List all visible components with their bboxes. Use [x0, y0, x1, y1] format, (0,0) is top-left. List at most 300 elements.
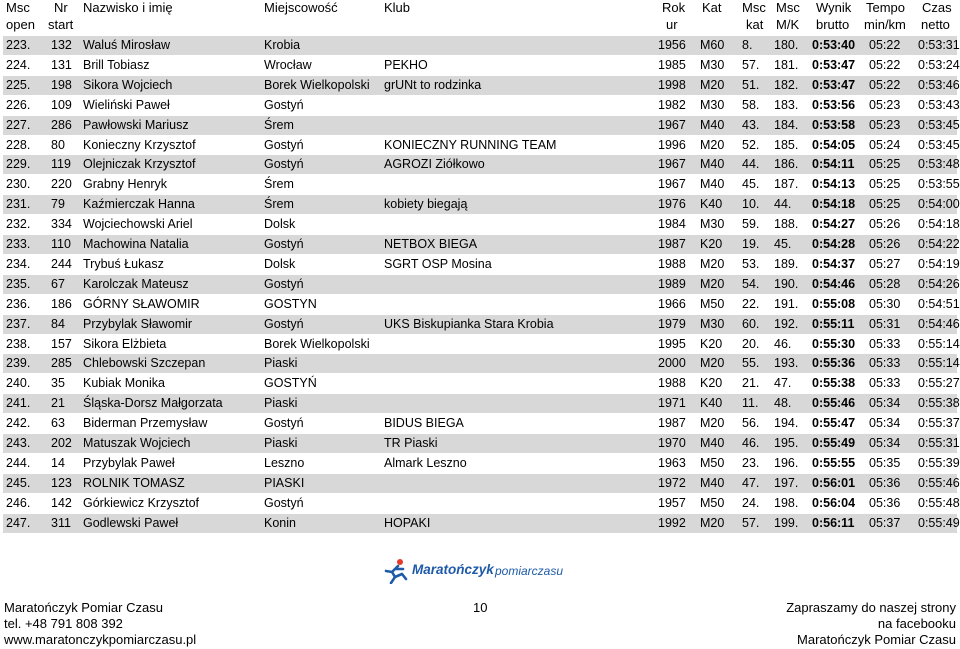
cell-netto: 0:54:26 — [918, 276, 960, 291]
table-row — [3, 374, 960, 393]
cell-mscmk: 193. — [774, 356, 799, 371]
table-row — [3, 474, 960, 493]
cell-tempo: 05:22 — [869, 38, 901, 52]
cell-tempo: 05:25 — [869, 197, 901, 212]
cell-kat: M20 — [700, 356, 725, 371]
cell-tempo: 05:37 — [869, 515, 901, 530]
runner-icon — [382, 558, 410, 584]
cell-msc: 237. — [6, 316, 31, 331]
cell-netto: 0:53:24 — [918, 57, 960, 72]
cell-mscmk: 44. — [774, 197, 792, 212]
cell-msckat: 21. — [742, 376, 760, 391]
cell-tempo: 05:26 — [869, 217, 901, 232]
cell-club: grUNt to rodzinka — [384, 77, 482, 92]
cell-city: Gostyń — [264, 97, 304, 112]
cell-mscmk: 198. — [774, 495, 799, 510]
cell-kat: M40 — [700, 475, 725, 490]
cell-netto: 0:53:45 — [918, 117, 960, 132]
cell-name: Kaźmierczak Hanna — [83, 197, 195, 212]
cell-mscmk: 197. — [774, 475, 799, 490]
cell-year: 1987 — [658, 237, 686, 251]
cell-mscmk: 181. — [774, 57, 799, 72]
cell-nr: 244 — [51, 256, 72, 271]
cell-msckat: 19. — [742, 237, 760, 251]
cell-city: Gostyń — [264, 157, 304, 172]
cell-city: PIASKI — [264, 475, 305, 490]
table-row — [3, 434, 960, 453]
cell-tempo: 05:33 — [869, 376, 901, 391]
cell-netto: 0:55:49 — [918, 515, 960, 530]
footer-invite: Zapraszamy do naszej strony — [786, 600, 956, 615]
cell-brutto: 0:54:18 — [812, 197, 856, 212]
cell-msc: 243. — [6, 436, 31, 450]
cell-city: Borek Wielkopolski — [264, 336, 370, 351]
cell-msckat: 10. — [742, 197, 760, 212]
cell-brutto: 0:55:36 — [812, 356, 856, 371]
cell-brutto: 0:55:46 — [812, 396, 856, 411]
cell-brutto: 0:55:49 — [812, 436, 856, 450]
cell-year: 1976 — [658, 197, 686, 212]
cell-club: TR Piaski — [384, 436, 438, 450]
cell-name: Waluś Mirosław — [83, 38, 171, 52]
cell-name: Biderman Przemysław — [83, 416, 208, 431]
cell-msc: 234. — [6, 256, 31, 271]
cell-year: 1971 — [658, 396, 686, 411]
cell-year: 1963 — [658, 455, 686, 470]
table-row — [3, 136, 960, 155]
cell-msc: 246. — [6, 495, 31, 510]
header-brutto-sub: brutto — [816, 17, 850, 32]
cell-netto: 0:55:14 — [918, 336, 960, 351]
cell-year: 1982 — [658, 97, 686, 112]
cell-name: Przybylak Sławomir — [83, 316, 193, 331]
cell-mscmk: 47. — [774, 376, 792, 391]
cell-city: Dolsk — [264, 217, 296, 232]
cell-nr: 67 — [51, 276, 65, 291]
cell-kat: M20 — [700, 77, 725, 92]
table-row — [3, 36, 960, 55]
cell-tempo: 05:23 — [869, 117, 901, 132]
cell-brutto: 0:53:47 — [812, 77, 856, 92]
cell-msc: 230. — [6, 177, 31, 192]
cell-tempo: 05:33 — [869, 336, 901, 351]
cell-nr: 84 — [51, 316, 65, 331]
cell-tempo: 05:25 — [869, 177, 901, 192]
cell-year: 1956 — [658, 38, 686, 52]
cell-netto: 0:53:45 — [918, 137, 960, 152]
cell-city: Gostyń — [264, 137, 304, 152]
cell-club: NETBOX BIEGA — [384, 237, 478, 251]
cell-nr: 285 — [51, 356, 72, 371]
cell-brutto: 0:54:37 — [812, 256, 856, 271]
cell-year: 1979 — [658, 316, 686, 331]
cell-msckat: 23. — [742, 455, 760, 470]
header-tempo-sub: min/km — [864, 17, 906, 32]
page-number: 10 — [473, 600, 488, 615]
cell-kat: M20 — [700, 416, 725, 431]
cell-tempo: 05:30 — [869, 296, 901, 311]
table-row — [3, 354, 960, 373]
cell-netto: 0:53:55 — [918, 177, 960, 192]
cell-year: 1998 — [658, 77, 686, 92]
cell-kat: M50 — [700, 455, 725, 470]
cell-city: Gostyń — [264, 237, 304, 251]
cell-year: 2000 — [658, 356, 686, 371]
cell-city: Śrem — [264, 177, 294, 192]
cell-club: kobiety biegają — [384, 197, 468, 212]
cell-msc: 226. — [6, 97, 31, 112]
footer-facebook: na facebooku — [877, 616, 956, 631]
cell-year: 1987 — [658, 416, 686, 431]
cell-brutto: 0:54:11 — [812, 157, 855, 172]
cell-msckat: 24. — [742, 495, 760, 510]
cell-name: Pawłowski Mariusz — [83, 117, 189, 132]
cell-mscmk: 48. — [774, 396, 792, 411]
cell-kat: M20 — [700, 276, 725, 291]
cell-nr: 110 — [51, 237, 71, 251]
cell-netto: 0:54:46 — [918, 316, 960, 331]
cell-brutto: 0:55:08 — [812, 296, 856, 311]
cell-brutto: 0:54:46 — [812, 276, 856, 291]
cell-name: Grabny Henryk — [83, 177, 168, 192]
cell-name: Śląska-Dorsz Małgorzata — [83, 396, 223, 411]
cell-kat: K40 — [700, 396, 723, 411]
cell-nr: 186 — [51, 296, 72, 311]
cell-tempo: 05:35 — [869, 455, 901, 470]
cell-brutto: 0:56:01 — [812, 475, 856, 490]
cell-netto: 0:55:39 — [918, 455, 960, 470]
cell-mscmk: 190. — [774, 276, 799, 291]
cell-name: GÓRNY SŁAWOMIR — [83, 296, 200, 311]
cell-netto: 0:54:22 — [918, 237, 960, 251]
cell-name: Brill Tobiasz — [83, 57, 150, 72]
cell-mscmk: 196. — [774, 455, 799, 470]
header-city: Miejscowość — [264, 0, 338, 15]
header-nr-start: Nr — [54, 0, 68, 15]
cell-name: Przybylak Paweł — [83, 455, 175, 470]
cell-kat: M30 — [700, 217, 725, 232]
cell-mscmk: 45. — [774, 237, 792, 251]
cell-brutto: 0:55:47 — [812, 416, 856, 431]
header-brutto: Wynik — [816, 0, 852, 15]
cell-year: 1988 — [658, 376, 686, 391]
cell-club: AGROZI Ziółkowo — [384, 157, 485, 172]
cell-nr: 334 — [51, 217, 72, 232]
header-kat: Kat — [702, 0, 722, 15]
cell-msc: 228. — [6, 137, 31, 152]
cell-mscmk: 188. — [774, 217, 799, 232]
cell-tempo: 05:23 — [869, 97, 901, 112]
cell-year: 1995 — [658, 336, 686, 351]
cell-city: Śrem — [264, 117, 294, 132]
cell-tempo: 05:26 — [869, 237, 901, 251]
maratonczyk-logo — [382, 558, 582, 584]
header-msc-kat: Msc — [742, 0, 766, 15]
cell-msckat: 46. — [742, 436, 760, 450]
cell-city: Krobia — [264, 38, 301, 52]
cell-nr: 142 — [51, 495, 72, 510]
cell-kat: K40 — [700, 197, 723, 212]
cell-brutto: 0:53:56 — [812, 97, 856, 112]
table-row — [3, 335, 960, 354]
cell-msckat: 53. — [742, 256, 760, 271]
cell-year: 1957 — [658, 495, 686, 510]
cell-kat: M60 — [700, 38, 725, 52]
cell-mscmk: 187. — [774, 177, 799, 192]
cell-name: Górkiewicz Krzysztof — [83, 495, 199, 510]
cell-year: 1988 — [658, 256, 686, 271]
cell-nr: 79 — [51, 197, 65, 212]
cell-msc: 223. — [6, 38, 31, 52]
cell-msckat: 20. — [742, 336, 760, 351]
cell-kat: M20 — [700, 137, 725, 152]
cell-msckat: 55. — [742, 356, 760, 371]
table-row — [3, 215, 960, 234]
header-msc-open-sub: open — [6, 17, 35, 32]
cell-msckat: 58. — [742, 97, 760, 112]
cell-kat: M50 — [700, 495, 725, 510]
header-year-sub: ur — [666, 17, 678, 32]
cell-city: Gostyń — [264, 316, 304, 331]
cell-city: Wrocław — [264, 57, 312, 72]
cell-msckat: 60. — [742, 316, 760, 331]
cell-mscmk: 46. — [774, 336, 792, 351]
cell-city: Piaski — [264, 436, 298, 450]
cell-tempo: 05:31 — [869, 316, 901, 331]
cell-msc: 239. — [6, 356, 31, 371]
cell-kat: M20 — [700, 515, 725, 530]
cell-msckat: 51. — [742, 77, 760, 92]
cell-msckat: 44. — [742, 157, 760, 172]
cell-brutto: 0:55:11 — [812, 316, 855, 331]
cell-name: Kubiak Monika — [83, 376, 165, 391]
cell-city: Dolsk — [264, 256, 296, 271]
cell-kat: M50 — [700, 296, 725, 311]
cell-msc: 225. — [6, 77, 31, 92]
cell-msc: 231. — [6, 197, 31, 212]
cell-msc: 241. — [6, 396, 31, 411]
cell-city: Gostyń — [264, 276, 304, 291]
cell-netto: 0:55:27 — [918, 376, 960, 391]
cell-nr: 311 — [51, 515, 71, 530]
table-row — [3, 235, 960, 254]
cell-name: Machowina Natalia — [83, 237, 189, 251]
cell-year: 1970 — [658, 436, 686, 450]
cell-msc: 247. — [6, 515, 31, 530]
header-netto: Czas — [922, 0, 952, 15]
cell-nr: 14 — [51, 455, 65, 470]
table-row — [3, 96, 960, 115]
table-row — [3, 255, 960, 274]
cell-netto: 0:54:51 — [918, 296, 960, 311]
footer-phone: tel. +48 791 808 392 — [4, 616, 123, 631]
cell-brutto: 0:55:30 — [812, 336, 856, 351]
cell-club: KONIECZNY RUNNING TEAM — [384, 137, 557, 152]
header-msc-mk-sub: M/K — [776, 17, 800, 32]
cell-club: SGRT OSP Mosina — [384, 256, 492, 271]
cell-netto: 0:55:38 — [918, 396, 960, 411]
table-row — [3, 295, 960, 314]
cell-netto: 0:54:19 — [918, 256, 960, 271]
cell-kat: M40 — [700, 436, 725, 450]
cell-brutto: 0:54:13 — [812, 177, 856, 192]
cell-mscmk: 195. — [774, 436, 799, 450]
cell-name: Wieliński Paweł — [83, 97, 170, 112]
cell-msc: 244. — [6, 455, 31, 470]
cell-name: Trybuś Łukasz — [83, 256, 164, 271]
table-header — [0, 0, 960, 36]
header-msc-open: Msc — [6, 0, 30, 15]
table-row — [3, 315, 960, 334]
header-club: Klub — [384, 0, 411, 15]
cell-year: 1996 — [658, 137, 686, 152]
cell-msc: 245. — [6, 475, 31, 490]
cell-club: HOPAKI — [384, 515, 431, 530]
cell-kat: M30 — [700, 316, 725, 331]
cell-name: Godlewski Paweł — [83, 515, 179, 530]
cell-mscmk: 189. — [774, 256, 799, 271]
cell-netto: 0:53:31 — [918, 38, 960, 52]
cell-tempo: 05:34 — [869, 396, 901, 411]
cell-mscmk: 199. — [774, 515, 799, 530]
cell-kat: M20 — [700, 256, 725, 271]
cell-year: 1972 — [658, 475, 686, 490]
cell-msc: 238. — [6, 336, 31, 351]
cell-netto: 0:54:18 — [918, 217, 960, 232]
cell-nr: 109 — [51, 97, 72, 112]
cell-netto: 0:53:46 — [918, 77, 960, 92]
cell-msckat: 57. — [742, 515, 760, 530]
logo-sub: pomiarczasu — [495, 564, 564, 578]
footer-website: www.maratonczykpomiarczasu.pl — [4, 632, 197, 647]
cell-mscmk: 192. — [774, 316, 799, 331]
cell-city: Śrem — [264, 197, 294, 212]
cell-brutto: 0:56:04 — [812, 495, 856, 510]
cell-brutto: 0:53:40 — [812, 38, 856, 52]
cell-city: Gostyń — [264, 495, 304, 510]
table-row — [3, 175, 960, 194]
cell-name: Sikora Wojciech — [83, 77, 173, 92]
cell-msc: 240. — [6, 376, 31, 391]
footer-company: Maratończyk Pomiar Czasu — [4, 600, 163, 615]
table-row — [3, 155, 960, 174]
header-nr-start-sub: start — [48, 17, 74, 32]
cell-year: 1989 — [658, 276, 686, 291]
table-row — [3, 454, 960, 473]
cell-netto: 0:55:14 — [918, 356, 960, 371]
cell-tempo: 05:36 — [869, 495, 901, 510]
cell-year: 1967 — [658, 117, 686, 132]
cell-brutto: 0:56:11 — [812, 515, 855, 530]
cell-tempo: 05:28 — [869, 276, 901, 291]
table-row — [3, 76, 960, 95]
cell-msckat: 59. — [742, 217, 760, 232]
cell-netto: 0:55:46 — [918, 475, 960, 490]
cell-brutto: 0:55:55 — [812, 455, 856, 470]
cell-msc: 227. — [6, 117, 31, 132]
cell-club: Almark Leszno — [384, 455, 467, 470]
table-row — [3, 414, 960, 433]
cell-brutto: 0:54:28 — [812, 237, 856, 251]
cell-mscmk: 194. — [774, 416, 799, 431]
cell-mscmk: 182. — [774, 77, 799, 92]
cell-brutto: 0:54:27 — [812, 217, 856, 232]
cell-netto: 0:55:48 — [918, 495, 960, 510]
cell-name: Olejniczak Krzysztof — [83, 157, 196, 172]
cell-nr: 80 — [51, 137, 65, 152]
cell-tempo: 05:34 — [869, 436, 901, 450]
header-netto-sub: netto — [921, 17, 950, 32]
cell-nr: 198 — [51, 77, 72, 92]
cell-msc: 224. — [6, 57, 31, 72]
cell-netto: 0:53:43 — [918, 97, 960, 112]
cell-kat: M40 — [700, 157, 725, 172]
table-row — [3, 56, 960, 75]
cell-year: 1985 — [658, 57, 686, 72]
cell-city: GOSTYN — [264, 296, 317, 311]
cell-mscmk: 185. — [774, 137, 799, 152]
cell-year: 1967 — [658, 157, 686, 172]
cell-tempo: 05:22 — [869, 77, 901, 92]
cell-mscmk: 183. — [774, 97, 799, 112]
cell-name: Matuszak Wojciech — [83, 436, 191, 450]
cell-name: Sikora Elżbieta — [83, 336, 167, 351]
cell-city: Piaski — [264, 396, 298, 411]
cell-nr: 131 — [51, 57, 72, 72]
cell-nr: 220 — [51, 177, 72, 192]
cell-nr: 157 — [51, 336, 72, 351]
cell-kat: M30 — [700, 97, 725, 112]
cell-city: Piaski — [264, 356, 298, 371]
footer-company-right: Maratończyk Pomiar Czasu — [797, 632, 956, 647]
cell-club: PEKHO — [384, 57, 428, 72]
cell-msckat: 22. — [742, 296, 760, 311]
cell-netto: 0:54:00 — [918, 197, 960, 212]
cell-mscmk: 186. — [774, 157, 799, 172]
cell-nr: 21 — [51, 396, 65, 411]
cell-brutto: 0:53:47 — [812, 57, 856, 72]
cell-netto: 0:53:48 — [918, 157, 960, 172]
cell-msckat: 8. — [742, 38, 753, 52]
cell-mscmk: 184. — [774, 117, 799, 132]
cell-nr: 286 — [51, 117, 72, 132]
cell-msc: 229. — [6, 157, 31, 172]
cell-tempo: 05:34 — [869, 416, 901, 431]
cell-club: UKS Biskupianka Stara Krobia — [384, 316, 554, 331]
cell-msckat: 52. — [742, 137, 760, 152]
cell-msc: 242. — [6, 416, 31, 431]
cell-msc: 233. — [6, 237, 31, 251]
header-msc-mk: Msc — [776, 0, 800, 15]
table-row — [3, 514, 960, 533]
cell-nr: 123 — [51, 475, 72, 490]
header-msc-kat-sub: kat — [746, 17, 764, 32]
header-year: Rok — [662, 0, 686, 15]
cell-name: Karolczak Mateusz — [83, 276, 189, 291]
cell-city: Leszno — [264, 455, 305, 470]
cell-tempo: 05:24 — [869, 137, 901, 152]
cell-tempo: 05:22 — [869, 57, 901, 72]
cell-mscmk: 180. — [774, 38, 799, 52]
table-row — [3, 494, 960, 513]
header-tempo: Tempo — [866, 0, 906, 15]
logo-brand: Maratończyk — [412, 562, 494, 577]
table-row — [3, 394, 960, 413]
cell-club: BIDUS BIEGA — [384, 416, 464, 431]
cell-city: Gostyń — [264, 416, 304, 431]
cell-netto: 0:55:31 — [918, 436, 960, 450]
table-row — [3, 195, 960, 214]
